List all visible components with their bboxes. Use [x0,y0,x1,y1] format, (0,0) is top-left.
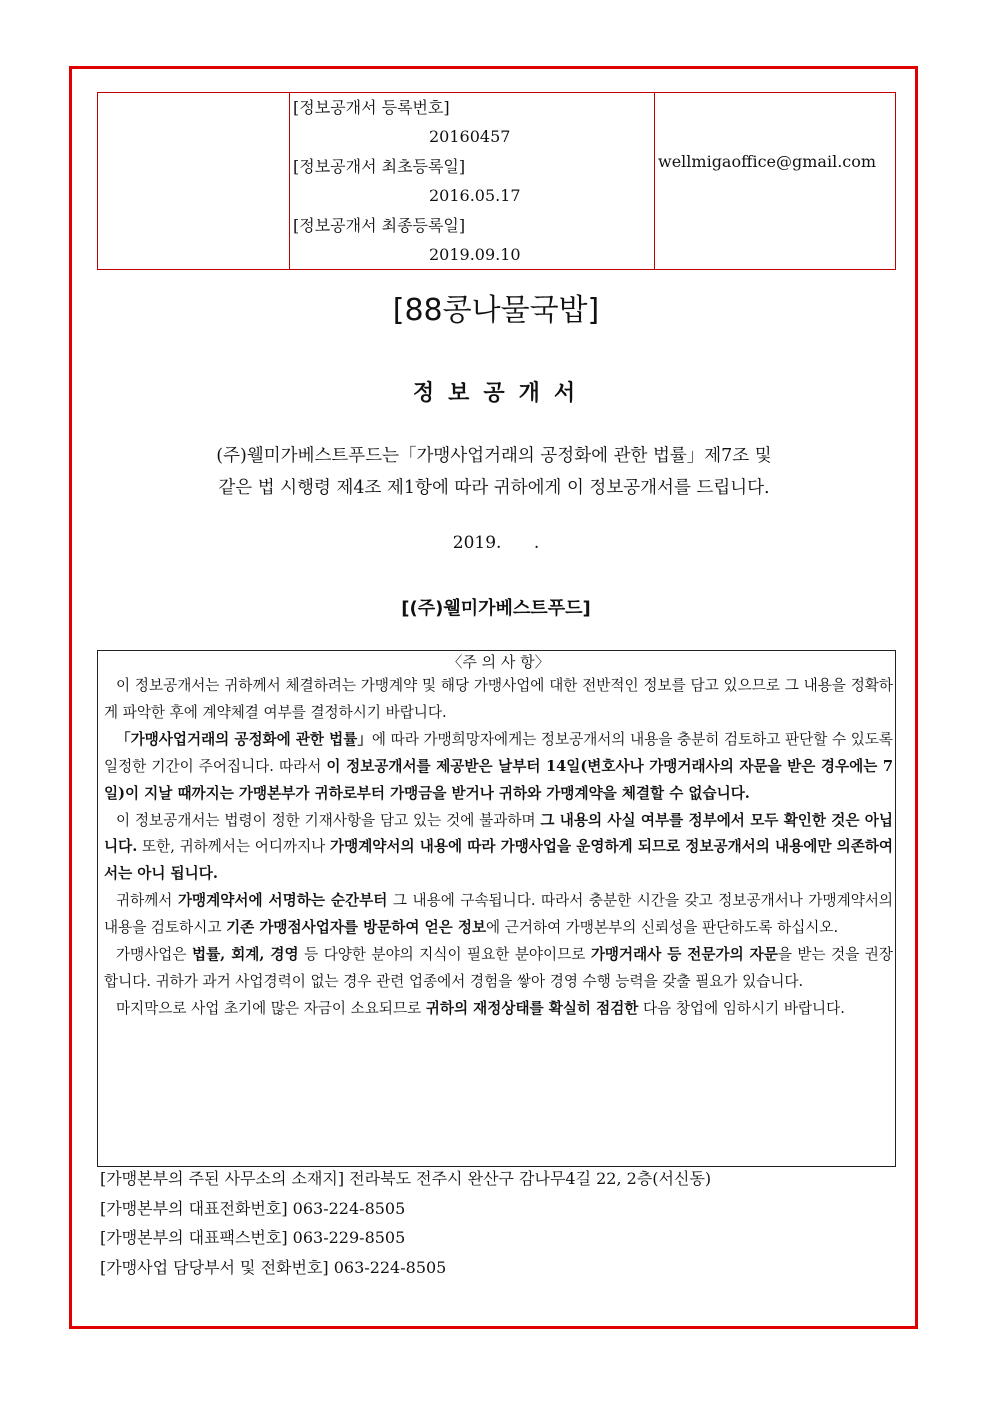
notice-paragraph-5: 가맹사업은 법률, 회계, 경영 등 다양한 분야의 지식이 필요한 분야이므로 가맹거래사 등 전문가의 자문을 받는 것을 권장합니다. 귀하가 과거 사업경력이 없는 경우 관련 업종에서 경험을 쌓아 경영 수행 능력을 갖출 필요가 있습니다. [104,946,893,990]
document-title: 정보공개서 [412,381,590,406]
intro-line-2: 같은 법 시행령 제4조 제1항에 따라 귀하에게 이 정보공개서를 드립니다. [218,478,770,498]
last-registration-date: 2019.09.10 [429,245,521,265]
registration-blank-cell [98,93,290,270]
contact-email: wellmigaoffice@gmail.com [658,152,877,171]
registration-number-label: [정보공개서 등록번호] [293,98,450,117]
registration-number: 20160457 [429,127,511,147]
notice-paragraph-3: 이 정보공개서는 법령이 정한 기재사항을 담고 있는 것에 불과하며 그 내용의 사실 여부를 정부에서 모두 확인한 것은 아닙니다. 또한, 귀하께서는 어디까지나 가맹계약서의 내용에 따라 가맹사업을 운영하게 되므로 정보공개서의 내용에만 의존하여서는 아니 됩니다. [104,811,893,883]
notice-paragraph-2: 「가맹사업거래의 공정화에 관한 법률」에 따라 가맹희망자에게는 정보공개서의 내용을 충분히 검토하고 판단할 수 있도록 일정한 기간이 주어집니다. 따라서 이 정보공개서를 제공받은 날부터 14일(변호사나 가맹거래사의 자문을 받은 경우에는 7일)이 지날 때까지는 가맹본부가 귀하로부터 가맹금을 받거나 귀하와 가맹계약을 체결할 수 없습니다. [104,730,894,802]
main-fax: [가맹본부의 대표팩스번호] 063-229-8505 [100,1228,406,1247]
notice-heading: 〈주 의 사 항〉 [447,653,550,671]
first-registration-date-label: [정보공개서 최초등록일] [293,156,466,176]
registration-table [97,92,896,270]
department-phone: [가맹사업 담당부서 및 전화번호] 063-224-8505 [100,1257,447,1277]
company-name: [(주)웰미가베스트푸드] [401,598,591,619]
notice-paragraph-1: 이 정보공개서는 귀하께서 체결하려는 가맹계약 및 해당 가맹사업에 대한 전반적인 정보를 담고 있으므로 그 내용을 정확하게 파악한 후에 계약체결 여부를 결정하시기 바랍니다. [104,677,893,721]
office-address: [가맹본부의 주된 사무소의 소재지] 전라북도 전주시 완산구 감나무4길 22, 2층(서신동) [100,1169,712,1188]
franchise-contact-info [100,1164,711,1282]
notice-paragraph-6: 마지막으로 사업 초기에 많은 자금이 소요되므로 귀하의 재정상태를 확실히 점검한 다음 창업에 임하시기 바랍니다. [116,999,845,1017]
intro-text [100,440,888,504]
last-registration-date-label: [정보공개서 최종등록일] [293,215,466,235]
brand-title: [88콩나물국밥] [392,293,600,328]
first-registration-date: 2016.05.17 [429,186,521,206]
registration-email-cell [655,93,896,270]
notice-box [97,650,896,1167]
intro-line-1: (주)웰미가베스트푸드는「가맹사업거래의 공정화에 관한 법률」제7조 및 [216,446,772,466]
main-phone: [가맹본부의 대표전화번호] 063-224-8505 [100,1198,406,1218]
issue-date: 2019. . [452,533,540,553]
notice-paragraph-4: 귀하께서 가맹계약서에 서명하는 순간부터 그 내용에 구속됩니다. 따라서 충분한 시간을 갖고 정보공개서나 가맹계약서의 내용을 검토하시고 기존 가맹점사업자를 방문하여 얻은 정보에 근거하여 가맹본부의 신뢰성을 판단하도록 하십시오. [104,892,894,937]
registration-info-cell [290,93,655,270]
